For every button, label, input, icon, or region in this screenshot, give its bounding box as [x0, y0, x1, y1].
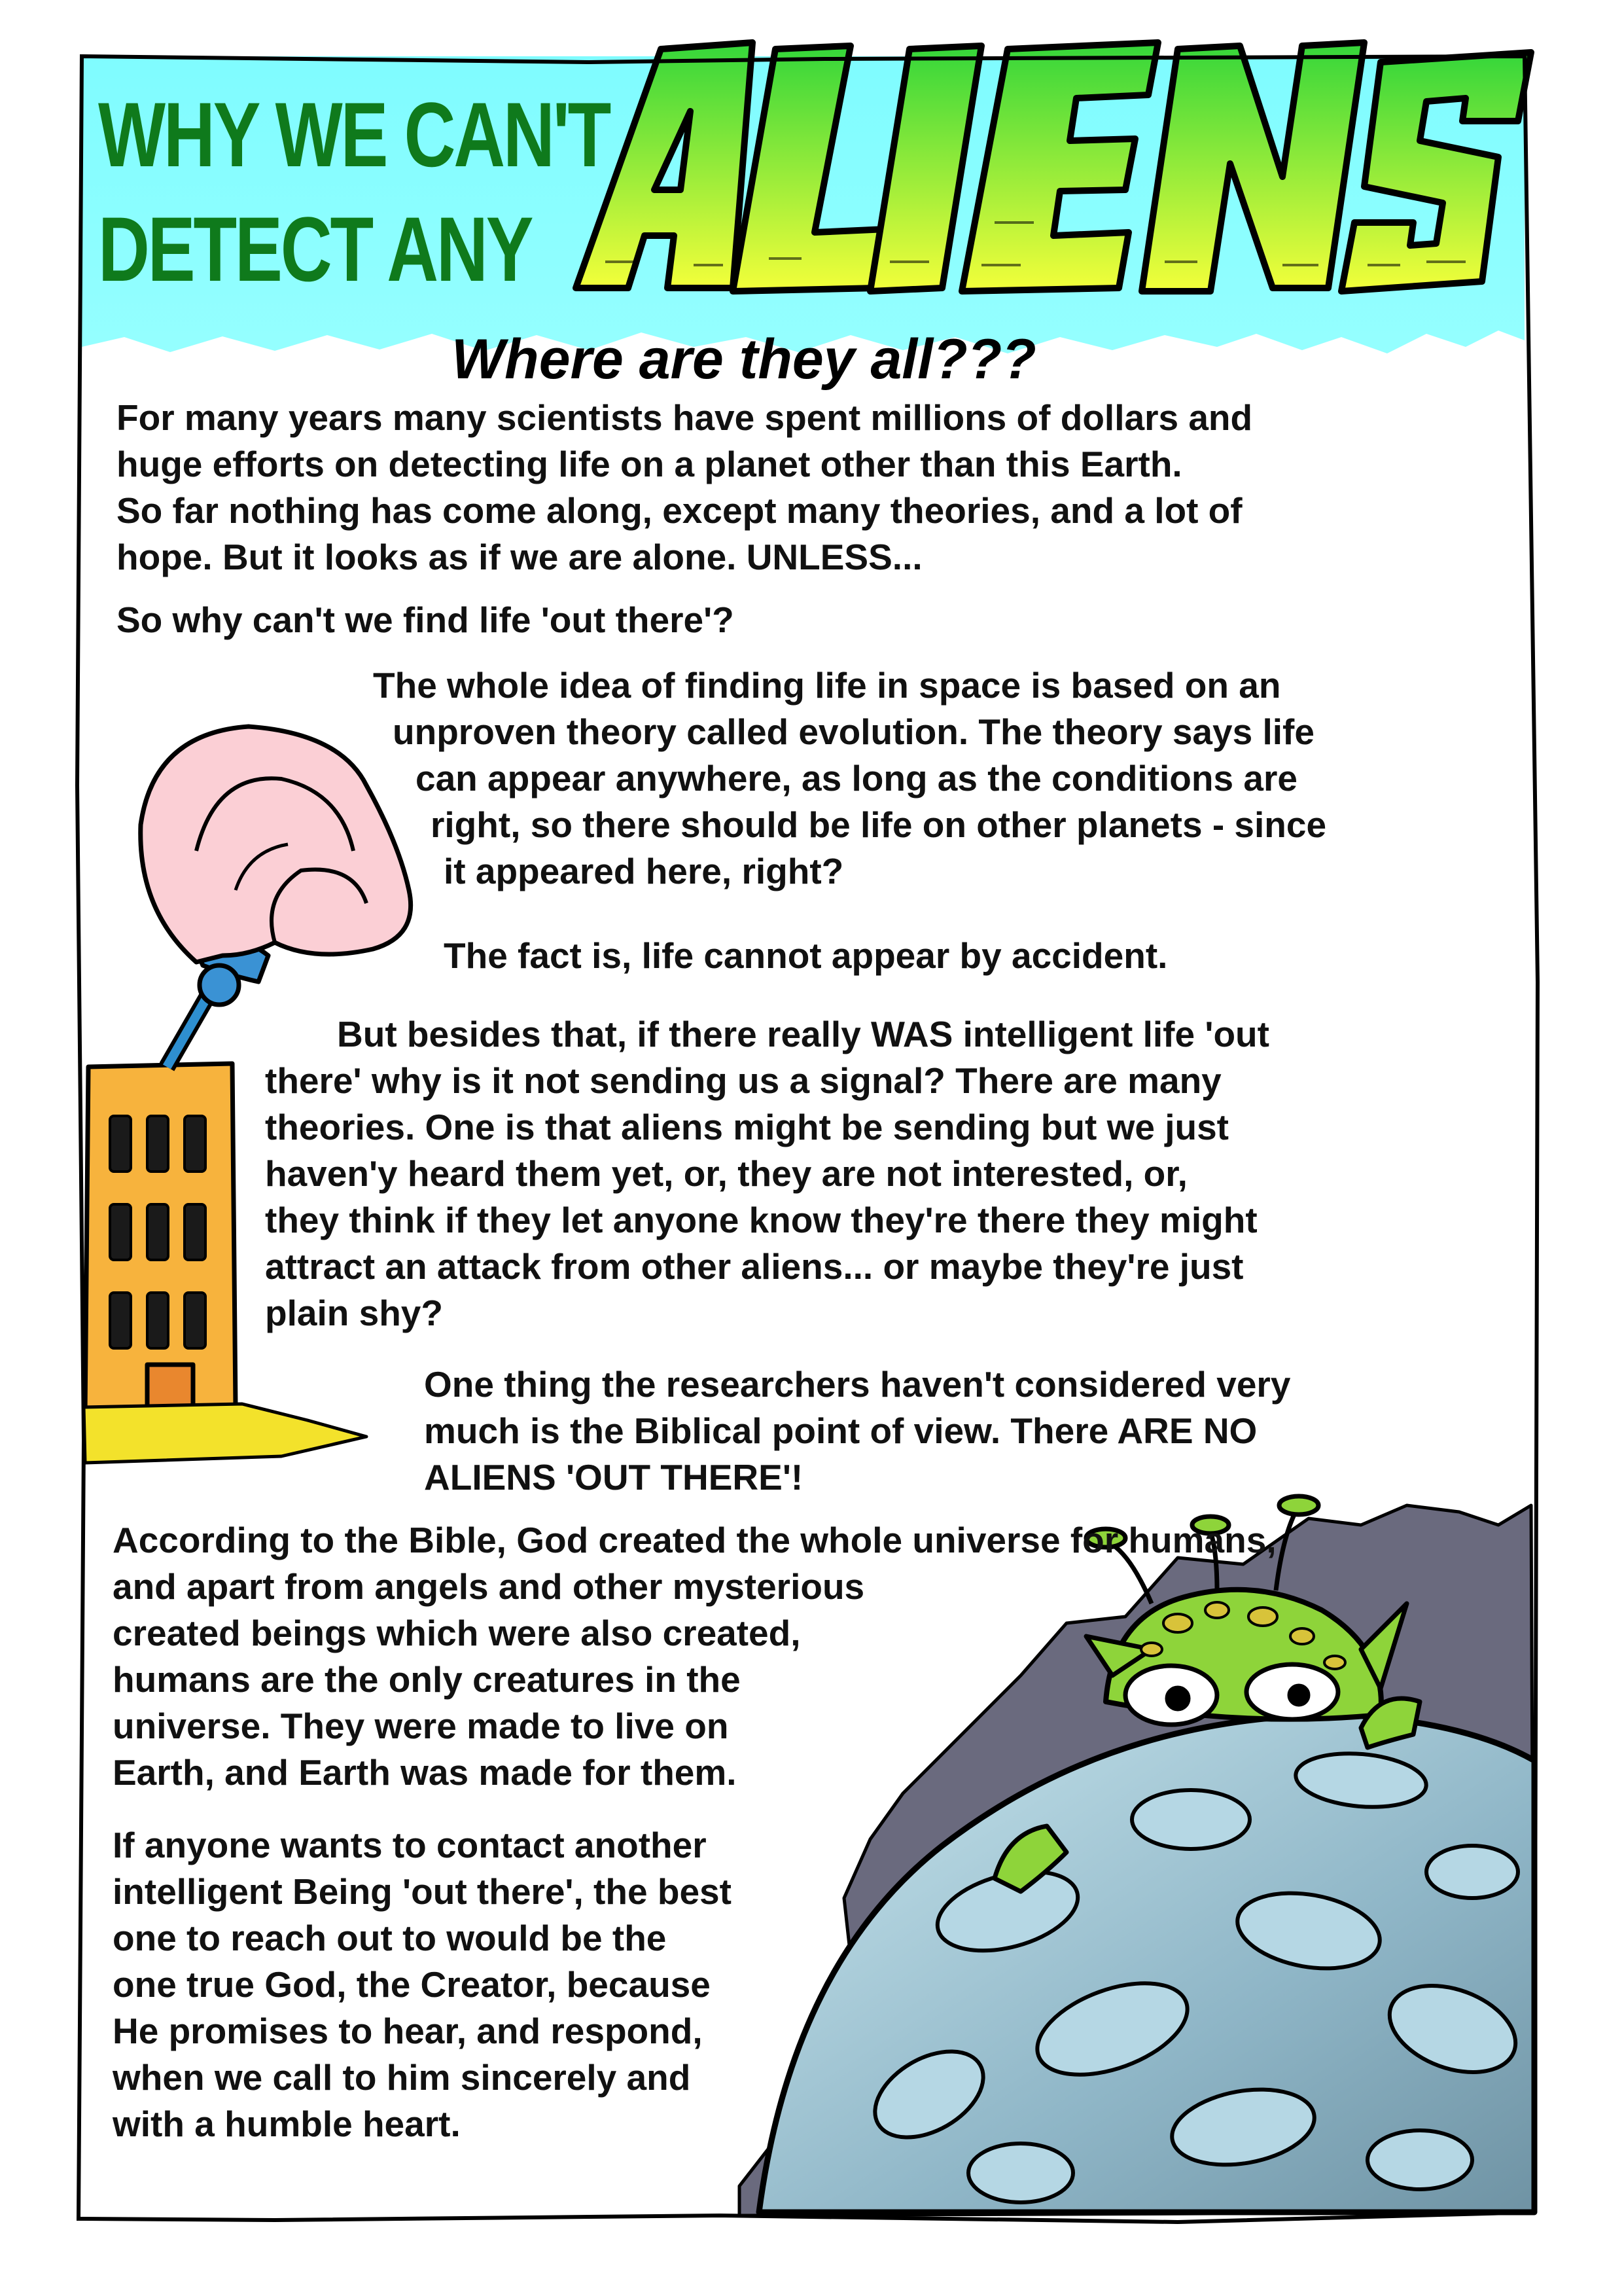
evolution-line-4: right, so there should be life on other planets - since [431, 804, 1327, 845]
contact-line-7: with a humble heart. [113, 2104, 461, 2144]
headline-line-1: WHY WE CAN'T [98, 83, 610, 186]
signal-line-5: they think if they let anyone know they're there they might [265, 1200, 1258, 1240]
contact-line-5: He promises to hear, and respond, [113, 2011, 703, 2051]
evolution-line-3: can appear anywhere, as long as the conditions are [415, 758, 1297, 798]
contact-line-6: when we call to him sincerely and [113, 2057, 691, 2098]
signal-line-6: attract an attack from other aliens... or maybe they're just [265, 1246, 1244, 1287]
bible-line-6: Earth, and Earth was made for them. [113, 1752, 737, 1793]
aliens-lettering-icon [576, 43, 1531, 291]
biblical-line-1: One thing the researchers haven't considered very [424, 1364, 1291, 1405]
signal-line-4: haven'y heard them yet, or, they are not interested, or, [265, 1153, 1188, 1194]
intro-line-3: So far nothing has come along, except many theories, and a lot of [116, 490, 1243, 531]
bible-line-5: universe. They were made to live on [113, 1706, 729, 1746]
intro-question: So why can't we find life 'out there'? [116, 600, 734, 640]
contact-line-1: If anyone wants to contact another [113, 1825, 707, 1865]
bible-line-4: humans are the only creatures in the [113, 1659, 741, 1700]
contact-line-2: intelligent Being 'out there', the best [113, 1871, 732, 1912]
signal-line-2: there' why is it not sending us a signal? There are many [265, 1060, 1222, 1101]
evolution-line-1: The whole idea of finding life in space is based on an [373, 665, 1281, 706]
contact-line-4: one true God, the Creator, because [113, 1964, 711, 2005]
bible-line-3: created beings which were also created, [113, 1613, 801, 1653]
fact-line: The fact is, life cannot appear by accident. [444, 935, 1168, 976]
bible-line-1: According to the Bible, God created the whole universe for humans, [113, 1520, 1277, 1560]
biblical-line-2: much is the Biblical point of view. There ARE NO [424, 1410, 1258, 1451]
signal-line-7: plain shy? [265, 1293, 443, 1333]
intro-line-2: huge efforts on detecting life on a planet other than this Earth. [116, 444, 1182, 484]
contact-line-3: one to reach out to would be the [113, 1918, 667, 1958]
intro-line-4: hope. But it looks as if we are alone. UNLESS... [116, 537, 923, 577]
subtitle: Where are they all??? [451, 328, 1036, 391]
signal-line-1: But besides that, if there really WAS intelligent life 'out [337, 1014, 1269, 1054]
intro-line-1: For many years many scientists have spent millions of dollars and [116, 397, 1253, 438]
evolution-line-2: unproven theory called evolution. The theory says life [393, 711, 1315, 752]
headline-line-2: DETECT ANY [98, 198, 532, 300]
biblical-line-3: ALIENS 'OUT THERE'! [424, 1457, 803, 1498]
evolution-line-5: it appeared here, right? [444, 851, 844, 891]
signal-line-3: theories. One is that aliens might be sending but we just [265, 1107, 1229, 1147]
bible-line-2: and apart from angels and other mysterious [113, 1566, 865, 1607]
